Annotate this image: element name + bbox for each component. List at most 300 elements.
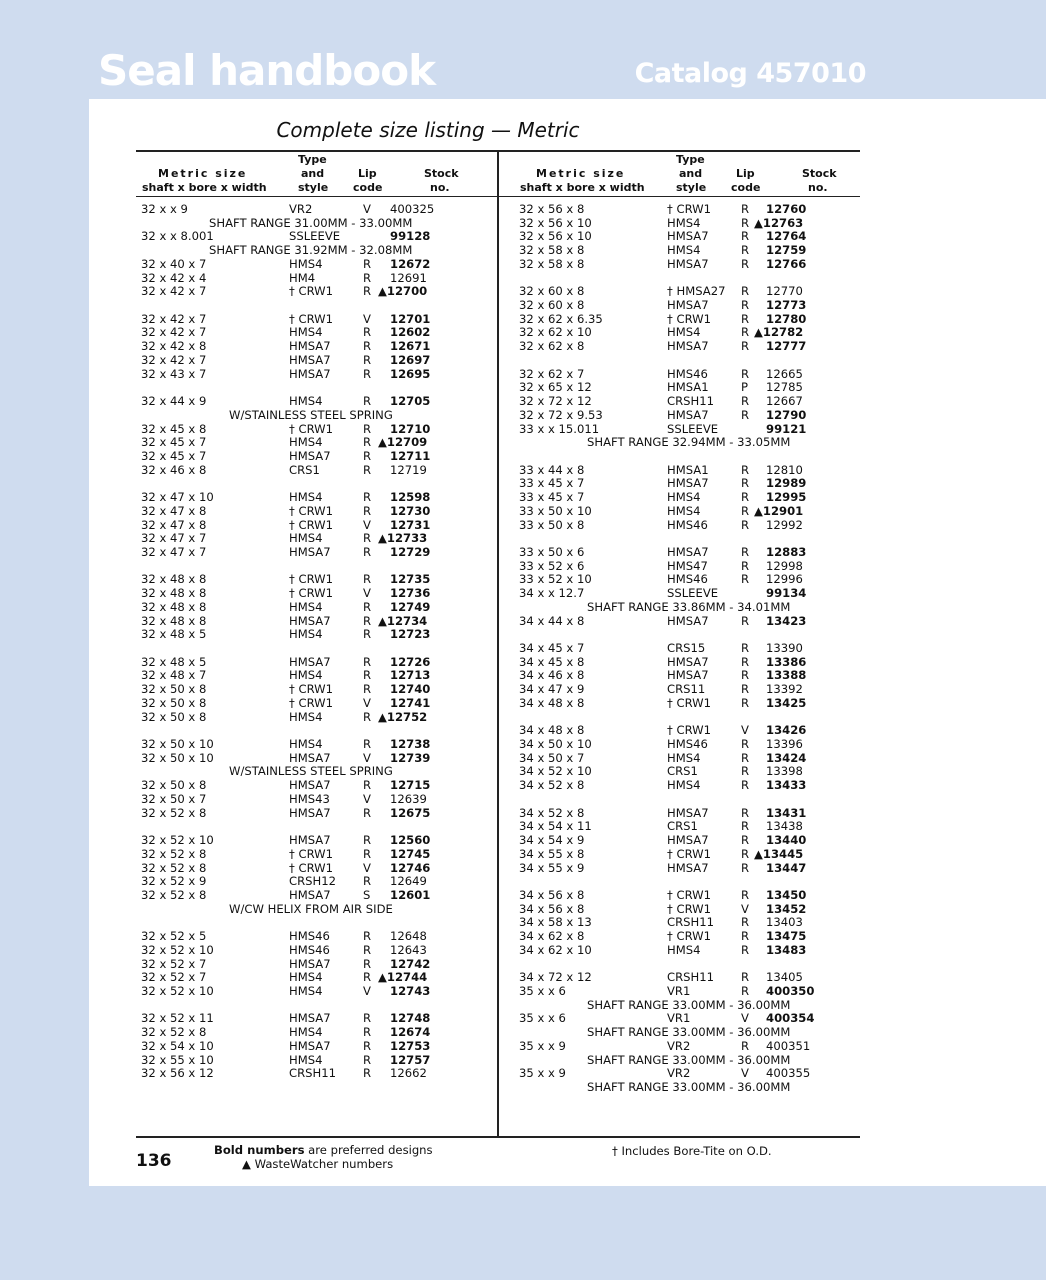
type-cell: HMS46 bbox=[289, 942, 330, 957]
table-row bbox=[141, 573, 491, 587]
size-cell: 34 x 45 x 8 bbox=[519, 654, 585, 669]
size-cell: 32 x 50 x 10 bbox=[141, 737, 214, 752]
type-cell: HMSA7 bbox=[289, 887, 331, 902]
type-cell: HMS4 bbox=[289, 970, 323, 985]
lip-cell: R bbox=[741, 819, 750, 834]
stock-cell: 13386 bbox=[766, 654, 807, 669]
note-text: SHAFT RANGE 31.92MM - 32.08MM bbox=[209, 243, 413, 258]
table-row bbox=[519, 669, 859, 683]
size-table-left bbox=[141, 203, 491, 1081]
size-cell: 32 x 48 x 5 bbox=[141, 627, 207, 642]
type-cell: CRS1 bbox=[667, 819, 698, 834]
type-cell: HMSA7 bbox=[289, 544, 331, 559]
lip-cell: V bbox=[363, 750, 371, 765]
lip-cell: V bbox=[363, 517, 371, 532]
spacer-row bbox=[141, 916, 491, 930]
table-row bbox=[519, 505, 859, 519]
size-cell: 32 x 50 x 8 bbox=[141, 709, 207, 724]
size-cell: 33 x 50 x 6 bbox=[519, 544, 585, 559]
stock-cell: 12649 bbox=[390, 874, 427, 889]
table-row bbox=[141, 326, 491, 340]
lip-cell: R bbox=[741, 298, 750, 313]
lip-cell: R bbox=[363, 256, 372, 271]
size-cell: 34 x 47 x 9 bbox=[519, 682, 585, 697]
size-cell: 32 x 55 x 10 bbox=[141, 1052, 214, 1067]
stock-cell: 12667 bbox=[766, 394, 803, 409]
type-cell: HMS4 bbox=[289, 490, 323, 505]
table-row bbox=[141, 1040, 491, 1054]
size-cell: 32 x 48 x 8 bbox=[141, 572, 207, 587]
stock-cell: 12674 bbox=[390, 1025, 431, 1040]
stock-cell: 12773 bbox=[766, 298, 807, 313]
type-cell: HMSA7 bbox=[289, 956, 331, 971]
note-row bbox=[519, 601, 859, 615]
size-cell: 32 x 52 x 8 bbox=[141, 1025, 207, 1040]
size-cell: 33 x 50 x 10 bbox=[519, 503, 592, 518]
page-number: 136 bbox=[136, 1151, 172, 1171]
type-cell: HMS4 bbox=[289, 709, 323, 724]
table-row bbox=[141, 532, 491, 546]
stock-cell: 12639 bbox=[390, 791, 427, 806]
size-cell: 32 x 52 x 8 bbox=[141, 805, 207, 820]
size-cell: 32 x 62 x 7 bbox=[519, 366, 585, 381]
lip-cell: R bbox=[363, 874, 372, 889]
bold-legend-strong: Bold numbers bbox=[214, 1143, 305, 1157]
size-cell: 35 x x 6 bbox=[519, 1011, 566, 1026]
type-cell: HMSA7 bbox=[289, 352, 331, 367]
stock-cell: 400351 bbox=[766, 1038, 811, 1053]
type-cell: CRSH11 bbox=[289, 1066, 336, 1081]
stock-cell: 12766 bbox=[766, 256, 807, 271]
type-cell: HMSA7 bbox=[289, 366, 331, 381]
stock-cell: 12745 bbox=[390, 846, 431, 861]
spacer-row bbox=[519, 628, 859, 642]
stock-cell: 13398 bbox=[766, 764, 803, 779]
col-lip-label: Lip bbox=[736, 167, 755, 180]
type-cell: CRS1 bbox=[289, 462, 320, 477]
size-cell: 34 x 50 x 10 bbox=[519, 737, 592, 752]
stock-cell: 13450 bbox=[766, 887, 807, 902]
stock-cell: 12598 bbox=[390, 490, 431, 505]
table-row bbox=[141, 285, 491, 299]
lip-cell: R bbox=[741, 929, 750, 944]
stock-cell: 12740 bbox=[390, 682, 431, 697]
type-cell: VR1 bbox=[667, 1011, 691, 1026]
table-row bbox=[519, 409, 859, 423]
type-cell: † CRW1 bbox=[667, 311, 712, 326]
stock-cell: 12998 bbox=[766, 558, 803, 573]
col-metric-label: Metric size bbox=[536, 167, 626, 180]
lip-cell: R bbox=[741, 641, 750, 655]
table-row bbox=[141, 272, 491, 286]
stock-cell: 12730 bbox=[390, 503, 431, 518]
lip-cell: R bbox=[741, 695, 750, 710]
lip-cell: R bbox=[363, 627, 372, 642]
size-cell: 32 x 48 x 8 bbox=[141, 613, 207, 628]
lip-cell: R bbox=[741, 311, 750, 326]
table-row bbox=[519, 930, 859, 944]
lip-cell: R bbox=[363, 284, 372, 299]
lip-cell: R bbox=[363, 1011, 372, 1026]
table-row bbox=[519, 560, 859, 574]
size-cell: 32 x 52 x 10 bbox=[141, 833, 214, 848]
size-cell: 34 x 62 x 8 bbox=[519, 929, 585, 944]
note-text: W/STAINLESS STEEL SPRING bbox=[229, 407, 393, 422]
stock-cell: 12715 bbox=[390, 778, 431, 793]
table-row bbox=[519, 203, 859, 217]
lip-cell: V bbox=[363, 695, 371, 710]
lip-cell: R bbox=[741, 544, 750, 559]
type-cell: HMS4 bbox=[667, 490, 701, 505]
note-row bbox=[141, 903, 491, 917]
lip-cell: V bbox=[363, 586, 371, 601]
table-row bbox=[141, 313, 491, 327]
col-code-label: code bbox=[731, 181, 761, 194]
table-row bbox=[141, 1067, 491, 1081]
lip-cell: R bbox=[363, 682, 372, 697]
stock-cell: 12648 bbox=[390, 929, 427, 944]
size-cell: 32 x 43 x 7 bbox=[141, 366, 207, 381]
table-row bbox=[519, 477, 859, 491]
type-cell: HMSA7 bbox=[667, 256, 709, 271]
spacer-row bbox=[519, 532, 859, 546]
note-row bbox=[141, 244, 491, 258]
stock-cell: 13388 bbox=[766, 668, 807, 683]
stock-cell: 12601 bbox=[390, 887, 431, 902]
type-cell: HMSA7 bbox=[289, 613, 331, 628]
type-cell: HMSA7 bbox=[667, 833, 709, 848]
size-cell: 32 x 52 x 10 bbox=[141, 983, 214, 998]
stock-cell: 12735 bbox=[390, 572, 431, 587]
size-cell: 32 x 47 x 7 bbox=[141, 531, 207, 546]
table-row bbox=[141, 875, 491, 889]
note-text: W/STAINLESS STEEL SPRING bbox=[229, 764, 393, 779]
lip-cell: V bbox=[741, 901, 749, 916]
table-row bbox=[519, 765, 859, 779]
stock-cell: 12790 bbox=[766, 407, 807, 422]
lip-cell: V bbox=[363, 311, 371, 326]
stock-cell: 12746 bbox=[390, 860, 431, 875]
type-cell: SSLEEVE bbox=[667, 586, 719, 601]
type-cell: HMS4 bbox=[289, 1025, 323, 1040]
spacer-row bbox=[141, 999, 491, 1013]
lip-cell: R bbox=[741, 915, 750, 930]
size-cell: 34 x 46 x 8 bbox=[519, 668, 585, 683]
table-row bbox=[519, 1012, 859, 1026]
type-cell: † CRW1 bbox=[289, 860, 334, 875]
table-row bbox=[519, 1067, 859, 1081]
type-cell: HMSA7 bbox=[667, 668, 709, 683]
lip-cell: R bbox=[741, 983, 750, 998]
table-row bbox=[141, 491, 491, 505]
size-cell: 32 x 50 x 8 bbox=[141, 695, 207, 710]
lip-cell: R bbox=[363, 778, 372, 793]
stock-cell: 12739 bbox=[390, 750, 431, 765]
stock-cell: 12749 bbox=[390, 599, 431, 614]
lip-cell: R bbox=[741, 805, 750, 820]
table-row bbox=[519, 313, 859, 327]
size-cell: 32 x 56 x 12 bbox=[141, 1066, 214, 1081]
table-row bbox=[141, 505, 491, 519]
table-row bbox=[519, 916, 859, 930]
wastewatcher-legend: ▲ WasteWatcher numbers bbox=[242, 1156, 394, 1171]
lip-cell: R bbox=[741, 654, 750, 669]
lip-cell: R bbox=[363, 709, 372, 724]
table-row bbox=[519, 587, 859, 601]
type-cell: † CRW1 bbox=[667, 202, 712, 216]
size-cell: 34 x 45 x 7 bbox=[519, 641, 585, 655]
lip-cell: R bbox=[741, 846, 750, 861]
type-cell: † CRW1 bbox=[289, 572, 334, 587]
stock-cell: 12729 bbox=[390, 544, 431, 559]
table-row bbox=[141, 930, 491, 944]
stock-cell: 12757 bbox=[390, 1052, 431, 1067]
type-cell: HMS43 bbox=[289, 791, 330, 806]
bottom-rule bbox=[136, 1136, 860, 1138]
size-cell: 32 x 72 x 9.53 bbox=[519, 407, 603, 422]
lip-cell: R bbox=[363, 462, 372, 477]
type-cell: † CRW1 bbox=[289, 846, 334, 861]
size-cell: 32 x 72 x 12 bbox=[519, 394, 592, 409]
lip-cell: R bbox=[363, 613, 372, 628]
type-cell: HMS4 bbox=[667, 750, 701, 765]
col-stock-label: Stock bbox=[802, 167, 837, 180]
spacer-row bbox=[141, 560, 491, 574]
note-row bbox=[141, 409, 491, 423]
size-cell: 34 x 56 x 8 bbox=[519, 901, 585, 916]
stock-cell: 13423 bbox=[766, 613, 807, 628]
stock-cell: 400354 bbox=[766, 1011, 815, 1026]
type-cell: HMS4 bbox=[667, 325, 701, 340]
lip-cell: R bbox=[363, 833, 372, 848]
note-row bbox=[519, 999, 859, 1013]
size-cell: 32 x 54 x 10 bbox=[141, 1038, 214, 1053]
lip-cell: R bbox=[741, 668, 750, 683]
table-row bbox=[141, 354, 491, 368]
size-cell: 33 x 44 x 8 bbox=[519, 462, 585, 477]
type-cell: HMSA7 bbox=[667, 654, 709, 669]
table-row bbox=[519, 724, 859, 738]
col-lip-label: Lip bbox=[358, 167, 377, 180]
stock-cell: ▲12734 bbox=[378, 613, 428, 628]
size-cell: 32 x 42 x 4 bbox=[141, 270, 207, 285]
lip-cell: R bbox=[363, 737, 372, 752]
table-row bbox=[141, 752, 491, 766]
note-row bbox=[519, 1026, 859, 1040]
size-cell: 34 x 56 x 8 bbox=[519, 887, 585, 902]
stock-cell: ▲12901 bbox=[754, 503, 804, 518]
lip-cell: R bbox=[363, 805, 372, 820]
type-cell: VR2 bbox=[289, 202, 313, 216]
type-cell: HMSA7 bbox=[667, 339, 709, 354]
lip-cell: R bbox=[741, 613, 750, 628]
stock-cell: 12759 bbox=[766, 243, 807, 258]
size-cell: 32 x 60 x 8 bbox=[519, 298, 585, 313]
lip-cell: R bbox=[363, 490, 372, 505]
col-shaft-label: shaft x bore x width bbox=[520, 181, 645, 194]
stock-cell: 12996 bbox=[766, 572, 803, 587]
lip-cell: R bbox=[363, 448, 372, 463]
lip-cell: R bbox=[741, 407, 750, 422]
stock-cell: 13433 bbox=[766, 778, 807, 793]
table-row bbox=[141, 958, 491, 972]
stock-cell: 99128 bbox=[390, 229, 431, 244]
lip-cell: R bbox=[363, 325, 372, 340]
stock-cell: 12992 bbox=[766, 517, 803, 532]
size-cell: 32 x 58 x 8 bbox=[519, 256, 585, 271]
table-row bbox=[141, 889, 491, 903]
lip-cell: R bbox=[363, 339, 372, 354]
size-cell: 34 x 52 x 10 bbox=[519, 764, 592, 779]
table-row bbox=[519, 903, 859, 917]
type-cell: SSLEEVE bbox=[667, 421, 719, 436]
spacer-row bbox=[519, 958, 859, 972]
type-cell: † CRW1 bbox=[667, 901, 712, 916]
stock-cell: 13452 bbox=[766, 901, 807, 916]
lip-cell: R bbox=[363, 435, 372, 450]
stock-cell: ▲12752 bbox=[378, 709, 428, 724]
type-cell: HMSA7 bbox=[289, 1038, 331, 1053]
lip-cell: V bbox=[741, 723, 749, 738]
size-cell: 32 x 52 x 7 bbox=[141, 970, 207, 985]
size-cell: 32 x 50 x 8 bbox=[141, 778, 207, 793]
table-row bbox=[141, 601, 491, 615]
stock-cell: 12810 bbox=[766, 462, 803, 477]
type-cell: HMS46 bbox=[667, 366, 708, 381]
type-cell: VR1 bbox=[667, 983, 691, 998]
type-cell: HMS4 bbox=[289, 1052, 323, 1067]
type-cell: HMSA1 bbox=[667, 380, 709, 395]
type-cell: HMSA7 bbox=[289, 339, 331, 354]
type-cell: † CRW1 bbox=[289, 421, 334, 436]
size-table-right bbox=[519, 203, 859, 1095]
lip-cell: R bbox=[741, 243, 750, 258]
lip-cell: R bbox=[741, 325, 750, 340]
note-row bbox=[519, 1054, 859, 1068]
table-row bbox=[141, 423, 491, 437]
type-cell: HMSA7 bbox=[667, 805, 709, 820]
table-row bbox=[141, 944, 491, 958]
table-row bbox=[519, 464, 859, 478]
stock-cell: 12701 bbox=[390, 311, 431, 326]
size-cell: 32 x 42 x 7 bbox=[141, 311, 207, 326]
lip-cell: R bbox=[741, 970, 750, 985]
lip-cell: R bbox=[741, 490, 750, 505]
stock-cell: 12560 bbox=[390, 833, 431, 848]
table-row bbox=[141, 203, 491, 217]
table-row bbox=[519, 1040, 859, 1054]
lip-cell: R bbox=[741, 860, 750, 875]
lip-cell: R bbox=[741, 284, 750, 299]
type-cell: CRSH11 bbox=[667, 915, 714, 930]
lip-cell: V bbox=[741, 1011, 749, 1026]
size-cell: 34 x 55 x 9 bbox=[519, 860, 585, 875]
table-row bbox=[519, 230, 859, 244]
stock-cell: ▲12733 bbox=[378, 531, 428, 546]
type-cell: HMS4 bbox=[289, 325, 323, 340]
size-cell: 33 x 52 x 6 bbox=[519, 558, 585, 573]
stock-cell: 12785 bbox=[766, 380, 803, 395]
table-row bbox=[519, 985, 859, 999]
table-row bbox=[141, 862, 491, 876]
col-and-label: and bbox=[679, 167, 703, 180]
type-cell: HMS4 bbox=[289, 737, 323, 752]
table-row bbox=[519, 752, 859, 766]
size-cell: 32 x 60 x 8 bbox=[519, 284, 585, 299]
table-row bbox=[141, 519, 491, 533]
stock-cell: 13440 bbox=[766, 833, 807, 848]
type-cell: HMS4 bbox=[289, 983, 323, 998]
table-row bbox=[141, 368, 491, 382]
legend-note bbox=[214, 1144, 433, 1171]
size-cell: 32 x 44 x 9 bbox=[141, 394, 207, 409]
column-header-left bbox=[140, 153, 500, 195]
lip-cell: R bbox=[363, 846, 372, 861]
table-row bbox=[141, 711, 491, 725]
size-cell: 34 x 58 x 13 bbox=[519, 915, 592, 930]
lip-cell: R bbox=[741, 1038, 750, 1053]
col-shaft-label: shaft x bore x width bbox=[142, 181, 267, 194]
size-cell: 32 x 62 x 10 bbox=[519, 325, 592, 340]
size-cell: 32 x 62 x 8 bbox=[519, 339, 585, 354]
table-row bbox=[141, 738, 491, 752]
type-cell: HMS4 bbox=[289, 435, 323, 450]
size-cell: 32 x 50 x 10 bbox=[141, 750, 214, 765]
col-type-label: Type bbox=[676, 153, 705, 166]
stock-cell: 12742 bbox=[390, 956, 431, 971]
lip-cell: R bbox=[741, 229, 750, 244]
lip-cell: R bbox=[741, 887, 750, 902]
stock-cell: 400355 bbox=[766, 1066, 811, 1081]
table-row bbox=[141, 436, 491, 450]
table-row bbox=[519, 368, 859, 382]
spacer-row bbox=[519, 272, 859, 286]
type-cell: HMS4 bbox=[289, 599, 323, 614]
size-cell: 32 x 52 x 11 bbox=[141, 1011, 214, 1026]
stock-cell: 12675 bbox=[390, 805, 431, 820]
type-cell: HMSA7 bbox=[289, 1011, 331, 1026]
lip-cell: R bbox=[741, 256, 750, 271]
lip-cell: R bbox=[741, 339, 750, 354]
type-cell: HMS47 bbox=[667, 558, 708, 573]
stock-cell: 12741 bbox=[390, 695, 431, 710]
type-cell: HMS4 bbox=[667, 778, 701, 793]
table-row bbox=[519, 697, 859, 711]
type-cell: HMSA7 bbox=[667, 544, 709, 559]
lip-cell: R bbox=[741, 682, 750, 697]
stock-cell: 12731 bbox=[390, 517, 431, 532]
stock-cell: 13396 bbox=[766, 737, 803, 752]
stock-cell: 13403 bbox=[766, 915, 803, 930]
table-row bbox=[141, 848, 491, 862]
stock-cell: 12726 bbox=[390, 654, 431, 669]
lip-cell: R bbox=[741, 215, 750, 230]
note-row bbox=[141, 217, 491, 231]
lip-cell: R bbox=[741, 517, 750, 532]
lip-cell: R bbox=[741, 750, 750, 765]
size-cell: 32 x 62 x 6.35 bbox=[519, 311, 603, 326]
size-cell: 34 x 52 x 8 bbox=[519, 778, 585, 793]
type-cell: CRS15 bbox=[667, 641, 706, 655]
size-cell: 32 x 45 x 8 bbox=[141, 421, 207, 436]
note-row bbox=[519, 1081, 859, 1095]
type-cell: † CRW1 bbox=[289, 503, 334, 518]
table-row bbox=[519, 834, 859, 848]
table-row bbox=[519, 807, 859, 821]
stock-cell: 12777 bbox=[766, 339, 807, 354]
lip-cell: R bbox=[363, 1066, 372, 1081]
stock-cell: 99134 bbox=[766, 586, 807, 601]
